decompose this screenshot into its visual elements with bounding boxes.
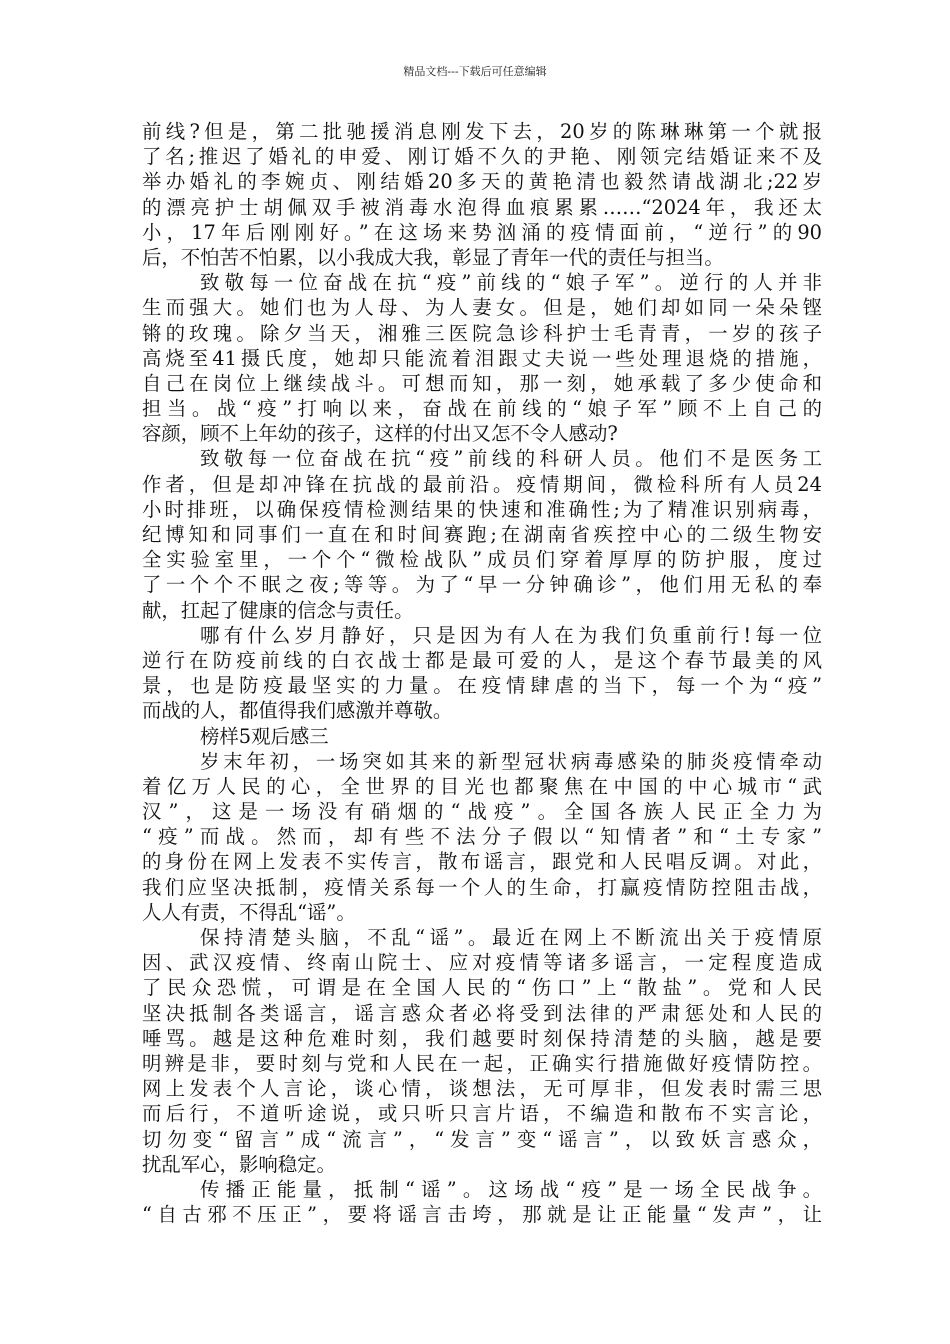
text-line: 唾骂。越是这种危难时刻，我们越要时刻保持清楚的头脑，越是要 [142, 1026, 822, 1050]
text-line: 我们应坚决抵制，疫情关系每一个人的生命，打赢疫情防控阻击战， [142, 875, 822, 899]
text-line: 举办婚礼的李婉贞、刚结婚20多天的黄艳清也毅然请战湖北;22岁 [142, 170, 822, 194]
text-line: 切勿变“留言”成“流言”，“发言”变“谣言”，以致妖言惑众， [142, 1127, 822, 1151]
text-line: 的漂亮护士胡佩双手被消毒水泡得血痕累累……“2024年，我还太 [142, 195, 822, 219]
text-line: 致敬每一位奋战在抗“疫”前线的科研人员。他们不是医务工 [200, 447, 822, 471]
text-line: 坚决抵制各类谣言，谣言惑众者必将受到法律的严肃惩处和人民的 [142, 1001, 822, 1025]
text-line: 小，17年后刚刚好。”在这场来势汹涌的疫情面前，“逆行”的90 [142, 220, 822, 244]
text-line: 岁末年初，一场突如其来的新型冠状病毒感染的肺炎疫情牵动 [200, 749, 822, 773]
text-line: 逆行在防疫前线的白衣战士都是最可爱的人，是这个春节最美的风 [142, 648, 822, 672]
text-line: “疫”而战。然而，却有些不法分子假以“知情者”和“土专家” [142, 825, 822, 849]
text-line: “自古邪不压正”，要将谣言击垮，那就是让正能量“发声”，让 [142, 1203, 822, 1227]
document-body [142, 119, 822, 1227]
text-line: 人人有责，不得乱“谣”。 [142, 900, 356, 924]
text-line: 了民众恐慌，可谓是在全国人民的“伤口”上“散盐”。党和人民 [142, 976, 822, 1000]
text-line: 网上发表个人言论，谈心情，谈想法，无可厚非，但发表时需三思 [142, 1077, 822, 1101]
text-line: 小时排班，以确保疫情检测结果的快速和准确性;为了精准识别病毒， [142, 497, 822, 521]
text-line: 而战的人，都值得我们感激并尊敬。 [142, 699, 453, 723]
text-line: 传播正能量，抵制“谣”。这场战“疫”是一场全民战争。 [200, 1177, 822, 1201]
text-line: 因、武汉疫情、终南山院士、应对疫情等诸多谣言，一定程度造成 [142, 951, 822, 975]
text-line: 而后行，不道听途说，或只听只言片语，不编造和散布不实言论， [142, 1102, 822, 1126]
text-line: 后，不怕苦不怕累，以小我成大我，彰显了青年一代的责任与担当。 [142, 245, 724, 269]
section-heading: 榜样5观后感三 [200, 724, 329, 748]
text-line: 扰乱军心，影响稳定。 [142, 1152, 336, 1176]
text-line: 致敬每一位奋战在抗“疫”前线的“娘子军”。逆行的人并非 [200, 271, 822, 295]
text-line: 担当。战“疫”打响以来，奋战在前线的“娘子军”顾不上自己的 [142, 397, 822, 421]
text-line: 景，也是防疫最坚实的力量。在疫情肆虐的当下，每一个为“疫” [142, 674, 822, 698]
text-line: 的身份在网上发表不实传言，散布谣言，跟党和人民唱反调。对此， [142, 850, 822, 874]
text-line: 汉”，这是一场没有硝烟的“战疫”。全国各族人民正全力为 [142, 800, 822, 824]
text-line: 作者，但是却冲锋在抗战的最前沿。疫情期间，微检科所有人员24 [142, 472, 822, 496]
text-line: 全实验室里，一个个“微检战队”成员们穿着厚厚的防护服，度过 [142, 548, 822, 572]
text-line: 着亿万人民的心，全世界的目光也都聚焦在中国的中心城市“武 [142, 774, 822, 798]
text-line: 前线?但是，第二批驰援消息刚发下去，20岁的陈琳琳第一个就报 [142, 120, 822, 143]
text-line: 献，扛起了健康的信念与责任。 [142, 598, 414, 622]
text-line: 自己在岗位上继续战斗。可想而知，那一刻，她承载了多少使命和 [142, 371, 822, 395]
page-header: 精品文档---下载后可任意编辑 [403, 65, 547, 78]
text-line: 了一个个不眠之夜;等等。为了“早一分钟确诊”，他们用无私的奉 [142, 573, 822, 597]
text-line: 哪有什么岁月静好，只是因为有人在为我们负重前行!每一位 [200, 623, 822, 647]
text-line: 高烧至41摄氏度，她却只能流着泪跟丈夫说一些处理退烧的措施， [142, 346, 822, 370]
text-line: 锵的玫瑰。除夕当天，湘雅三医院急诊科护士毛青青，一岁的孩子 [142, 321, 822, 345]
text-line: 了名;推迟了婚礼的申爱、刚订婚不久的尹艳、刚领完结婚证来不及 [142, 145, 822, 169]
text-line: 生而强大。她们也为人母、为人妻女。但是，她们却如同一朵朵铿 [142, 296, 822, 320]
text-line: 明辨是非，要时刻与党和人民在一起，正确实行措施做好疫情防控。 [142, 1051, 822, 1075]
text-line: 容颜，顾不上年幼的孩子，这样的付出又怎不令人感动? [142, 422, 618, 446]
text-line: 纪博知和同事们一直在和时间赛跑;在湖南省疾控中心的二级生物安 [142, 523, 822, 546]
text-line: 保持清楚头脑，不乱“谣”。最近在网上不断流出关于疫情原 [200, 926, 822, 949]
